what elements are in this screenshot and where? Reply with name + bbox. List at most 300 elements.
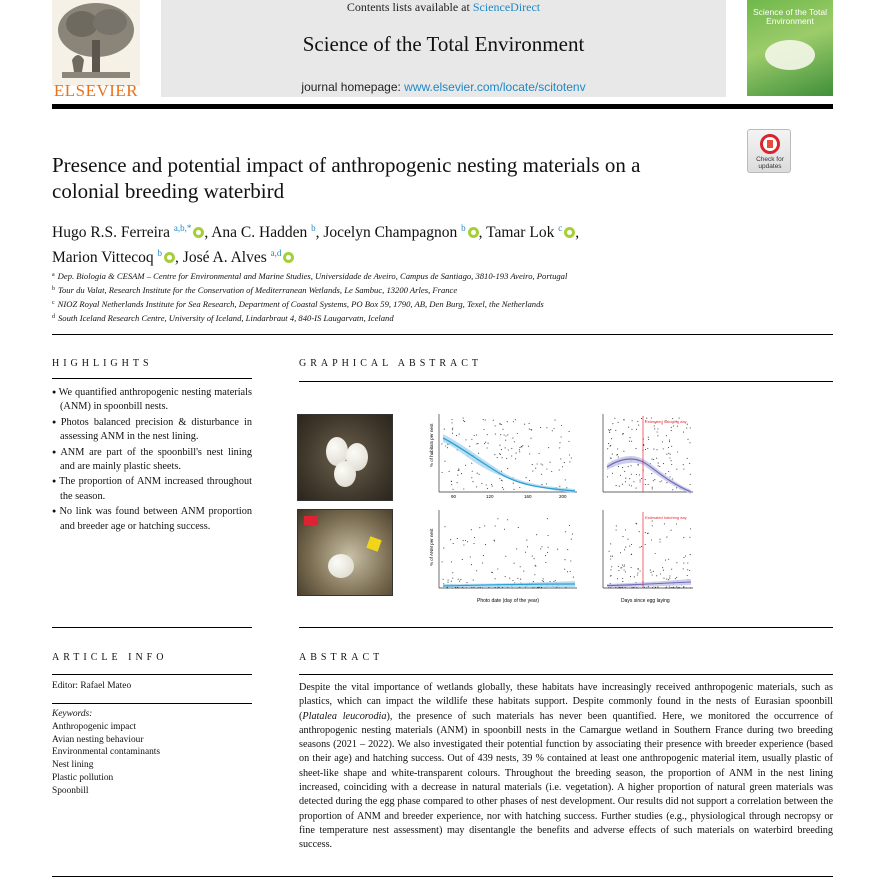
scatter-point [476,486,477,487]
scatter-point [676,469,677,470]
orcid-icon[interactable] [193,227,204,238]
scatter-point [625,481,626,482]
scatter-point [473,580,474,581]
scatter-point [645,484,646,485]
affiliation-item [52,283,752,297]
scatter-point [671,530,672,531]
scatter-point [683,586,684,587]
scatter-point [618,466,619,467]
scatter-point [636,429,637,430]
author-affil-sup[interactable]: a,d [270,248,282,258]
author-sep: , [315,224,324,241]
sciencedirect-link[interactable]: ScienceDirect [472,0,541,14]
scatter-point [494,540,495,541]
scatter-point [666,586,667,587]
scatter-point [524,424,525,425]
scatter-point [690,427,691,428]
scatter-point [631,474,632,475]
scatter-point [617,578,618,579]
scatter-point [633,481,634,482]
scatter-point [458,579,459,580]
scatter-point [444,429,445,430]
scatter-point [519,447,520,448]
scatter-point [611,438,612,439]
scatter-point [548,547,549,548]
journal-homepage-link[interactable]: www.elsevier.com/locate/scitotenv [404,80,586,94]
check-for-updates-button[interactable] [747,129,791,173]
author-name[interactable]: Ana C. Hadden [211,224,308,241]
scatter-point [451,581,452,582]
crossmark-label [748,157,792,171]
scatter-point [645,449,646,450]
scatter-point [671,446,672,447]
scatter-point [529,453,530,454]
scatter-point [671,460,672,461]
scatter-point [625,587,626,588]
scatter-point [495,434,496,435]
scatter-point [683,432,684,433]
homepage-prefix: journal homepage: [301,80,401,94]
scatter-point [569,454,570,455]
scatter-point [629,545,630,546]
contents-line [161,0,726,15]
scatter-point [447,447,448,448]
scatter-point [565,479,566,480]
scatter-point [467,541,468,542]
scatter-point [618,570,619,571]
author-affil-sup[interactable]: b [157,248,163,258]
scatter-point [486,484,487,485]
keyword-item[interactable]: Environmental contaminants [52,747,161,757]
scatter-point [669,578,670,579]
scatter-point [513,483,514,484]
keyword-item[interactable]: Anthropogenic impact [52,722,137,732]
scatter-point [659,541,660,542]
scatter-point [463,544,464,545]
author[interactable] [486,224,575,241]
scatter-point [505,576,506,577]
scatter-point [504,529,505,530]
elsevier-tree-logo-icon [52,0,140,86]
scatter-point [533,581,534,582]
scatter-point [616,485,617,486]
scatter-point [683,468,684,469]
scatter-point [664,523,665,524]
orcid-icon[interactable] [164,252,175,263]
scatter-point [471,587,472,588]
scatter-point [480,587,481,588]
author-name[interactable]: José A. Alves [182,249,267,266]
scatter-point [629,441,630,442]
scatter-point [505,440,506,441]
scatter-point [660,539,661,540]
scatter-point [534,587,535,588]
scatter-point [622,536,623,537]
scatter-point [479,474,480,475]
scatter-point [652,525,653,526]
author-affil-sup[interactable]: b [461,223,466,233]
scatter-point [511,448,512,449]
article-info-sub-rule [52,703,252,704]
scatter-point [521,446,522,447]
scatter-point [641,478,642,479]
scatter-point [457,587,458,588]
scatter-point [689,537,690,538]
scatter-point [676,586,677,587]
scatter-point [448,580,449,581]
yellow-tag-icon [366,536,381,551]
scatter-point [495,525,496,526]
scatter-point [656,458,657,459]
author-name[interactable]: Hugo R.S. Ferreira [52,224,170,241]
scatter-point [553,428,554,429]
scatter-point [610,543,611,544]
scatter-point [669,575,670,576]
scatter-point [610,587,611,588]
scatter-point [656,575,657,576]
x-tick: 120 [486,494,494,499]
scatter-point [683,563,684,564]
author-name[interactable]: Jocelyn Champagnon [323,224,458,241]
scatter-point [527,546,528,547]
scatter-point [629,478,630,479]
scatter-point [564,462,565,463]
scatter-point [622,484,623,485]
scatter-point [518,527,519,528]
scatter-point [546,483,547,484]
scatter-point [653,571,654,572]
scatter-point [639,531,640,532]
author-name[interactable]: Marion Vittecoq [52,249,154,266]
author[interactable] [52,249,175,266]
keyword-item[interactable]: Nest lining [52,760,94,770]
scatter-point [530,438,531,439]
x-tick: 200 [559,494,567,499]
scatter-point [687,439,688,440]
scatter-point [619,486,620,487]
scatter-point [609,551,610,552]
orcid-icon[interactable] [283,252,294,263]
scatter-point [643,445,644,446]
scatter-point [675,578,676,579]
scatter-point [623,419,624,420]
scatter-point [636,587,637,588]
scatter-point [442,472,443,473]
affiliation-item [52,297,752,311]
graphical-abstract-figure[interactable] [297,410,697,610]
scatter-point [631,429,632,430]
scatter-point [548,535,549,536]
author[interactable] [323,224,478,241]
orcid-icon[interactable] [564,227,575,238]
scatter-point [458,468,459,469]
scatter-point [456,435,457,436]
scatter-point [458,470,459,471]
scatter-point [546,468,547,469]
author[interactable] [211,224,315,241]
scatter-point [463,418,464,419]
scatter-point [666,482,667,483]
scatter-point [516,453,517,454]
scatter-points [441,418,571,490]
scatter-point [644,587,645,588]
scatter-point [653,459,654,460]
scatter-point [471,463,472,464]
scatter-point [560,458,561,459]
scatter-point [473,543,474,544]
scatter-point [452,572,453,573]
author[interactable] [183,249,295,266]
scatter-point [631,587,632,588]
scatter-point [652,574,653,575]
scatter-point [647,533,648,534]
keyword-item[interactable]: Plastic pollution [52,773,114,783]
graphical-abstract-heading: GRAPHICAL ABSTRACT [299,358,483,369]
scatter-point [689,570,690,571]
scatter-point [670,454,671,455]
scatter-point [550,462,551,463]
scatter-point [641,418,642,419]
scatter-point [502,487,503,488]
scatter-point [648,437,649,438]
affiliation-item [52,311,752,325]
scatter-point [523,571,524,572]
section-divider [52,334,833,335]
scatter-point [569,431,570,432]
scatter-point [442,561,443,562]
scatter-point [659,466,660,467]
journal-header [0,0,892,100]
scatter-point [541,474,542,475]
scatter-point [517,578,518,579]
scatter-point [459,581,460,582]
scatter-point [484,525,485,526]
author-sep: , [478,224,487,241]
scatter-point [507,421,508,422]
scatter-point [522,445,523,446]
author-affil-sup[interactable]: b [311,223,316,233]
affiliations [52,269,752,325]
scatter-point [676,523,677,524]
scatter-point [638,425,639,426]
scatter-point [566,487,567,488]
scatter-point [477,443,478,444]
scatter-point [631,544,632,545]
scatter-point [672,489,673,490]
scatter-point [573,577,574,578]
scatter-point [653,480,654,481]
scatter-point [559,469,560,470]
scatter-point [654,425,655,426]
scatter-point [532,471,533,472]
scatter-point [458,587,459,588]
scatter-point [650,570,651,571]
x-tick: 90 [451,494,457,499]
scatter-point [462,559,463,560]
scatter-point [615,430,616,431]
scatter-point [625,571,626,572]
scatter-point [476,434,477,435]
highlights-heading: HIGHLIGHTS [52,358,153,369]
cover-title: Science of the Total Environment [752,7,828,27]
scatter-point [539,453,540,454]
scatter-point [451,419,452,420]
scatter-point [559,447,560,448]
scatter-point [655,587,656,588]
scatter-point [520,566,521,567]
scatter-point [620,587,621,588]
scatter-point [514,563,515,564]
scatter-point [629,437,630,438]
scatter-point [620,552,621,553]
scatter-point [505,435,506,436]
scatter-point [543,578,544,579]
scatter-point [657,586,658,587]
affiliation-item [52,269,752,283]
scatter-point [686,587,687,588]
scatter-point [474,435,475,436]
scatter-point [548,447,549,448]
scatter-point [540,427,541,428]
scatter-point [452,428,453,429]
scatter-point [514,441,515,442]
article-title: Presence and potential impact of anthropogenic nesting materials on a colonial breeding waterbird [52,153,641,203]
scatter-point [618,456,619,457]
scatter-point [668,559,669,560]
crossmark-line2: updates [758,162,782,170]
scatter-point [564,559,565,560]
scatter-point [571,457,572,458]
scatter-point [532,464,533,465]
scatter-point [687,575,688,576]
scatter-point [485,544,486,545]
scatter-point [559,486,560,487]
scatter-point [497,518,498,519]
scatter-point [499,478,500,479]
scatter-point [484,443,485,444]
scatter-point [677,587,678,588]
author-name[interactable]: Tamar Lok [486,224,555,241]
scatter-point [541,464,542,465]
scatter-point [641,546,642,547]
scatter-point [610,429,611,430]
scatter-point [450,539,451,540]
journal-cover-thumbnail[interactable] [747,0,833,96]
scatter-point [465,439,466,440]
scatter-point [471,477,472,478]
scatter-point [637,421,638,422]
scatter-point [455,587,456,588]
scatter-point [511,455,512,456]
scatter-point [499,453,500,454]
keyword-item[interactable]: Spoonbill [52,786,89,796]
scatter-point [492,486,493,487]
scatter-point [610,457,611,458]
plot-anm-by-laying [595,508,695,606]
scatter-point [526,477,527,478]
scatter-point [461,473,462,474]
nest-photo-anm [297,509,393,596]
scatter-point [625,529,626,530]
abstract-part: Despite the vital importance of wetlands globally, these habitats have increasingly received anthropogenic materials, such as plastics, which can impact the wildlife these habitats support. Despite commonly found in the nests of Eurasian spoonbill ( [299,682,833,722]
scatter-point [529,480,530,481]
scatter-point [612,423,613,424]
scatter-point [662,441,663,442]
scatter-point [559,442,560,443]
highlight-item: ● ANM are part of the spoonbill's nest lining and are mainly plastic sheets. [52,445,252,475]
scatter-point [652,587,653,588]
affiliation-text: Tour du Valat, Research Institute for the Conservation of Mediterranean Wetlands, Le Sambuc, 13200 Arles, France [58,285,458,295]
scatter-point [663,570,664,571]
scatter-point [665,560,666,561]
scatter-point [444,526,445,527]
scatter-point [623,451,624,452]
scatter-point [493,420,494,421]
scatter-point [512,587,513,588]
scatter-point [564,569,565,570]
scatter-point [541,587,542,588]
scatter-point [629,485,630,486]
author-affil-sup[interactable]: a,b,* [173,223,192,233]
author-affil-sup[interactable]: c [558,223,563,233]
plot-natural-by-date [429,412,579,500]
scatter-point [447,582,448,583]
scatter-point [447,587,448,588]
footer-rule [52,876,833,877]
scatter-point [512,580,513,581]
author[interactable] [52,224,204,241]
scatter-point [552,430,553,431]
scatter-point [569,525,570,526]
scatter-point [516,548,517,549]
scatter-point [463,587,464,588]
header-rule [52,104,833,109]
scatter-point [624,471,625,472]
scatter-point [690,528,691,529]
author-sep: , [575,224,580,241]
scatter-point [608,587,609,588]
scatter-point [509,578,510,579]
scatter-point [507,434,508,435]
scatter-point [686,428,687,429]
publisher-name: ELSEVIER [53,81,139,100]
scatter-point [487,434,488,435]
scatter-point [506,458,507,459]
scatter-point [615,587,616,588]
article-info-heading: ARTICLE INFO [52,652,168,663]
egg-icon [334,461,356,487]
scatter-point [660,573,661,574]
scatter-point [668,447,669,448]
scatter-point [457,538,458,539]
scatter-point [661,480,662,481]
scatter-point [612,473,613,474]
scatter-point [554,587,555,588]
scatter-point [502,587,503,588]
highlights-end-rule [52,627,252,628]
red-tag-icon [304,516,318,525]
keyword-item[interactable]: Avian nesting behaviour [52,735,144,745]
scatter-point [488,443,489,444]
scatter-point [609,432,610,433]
scatter-point [477,473,478,474]
orcid-icon[interactable] [468,227,479,238]
scatter-point [500,434,501,435]
scatter-point [482,562,483,563]
xlabel-right: Days since egg laying [621,598,670,604]
scatter-point [517,433,518,434]
scatter-point [689,463,690,464]
